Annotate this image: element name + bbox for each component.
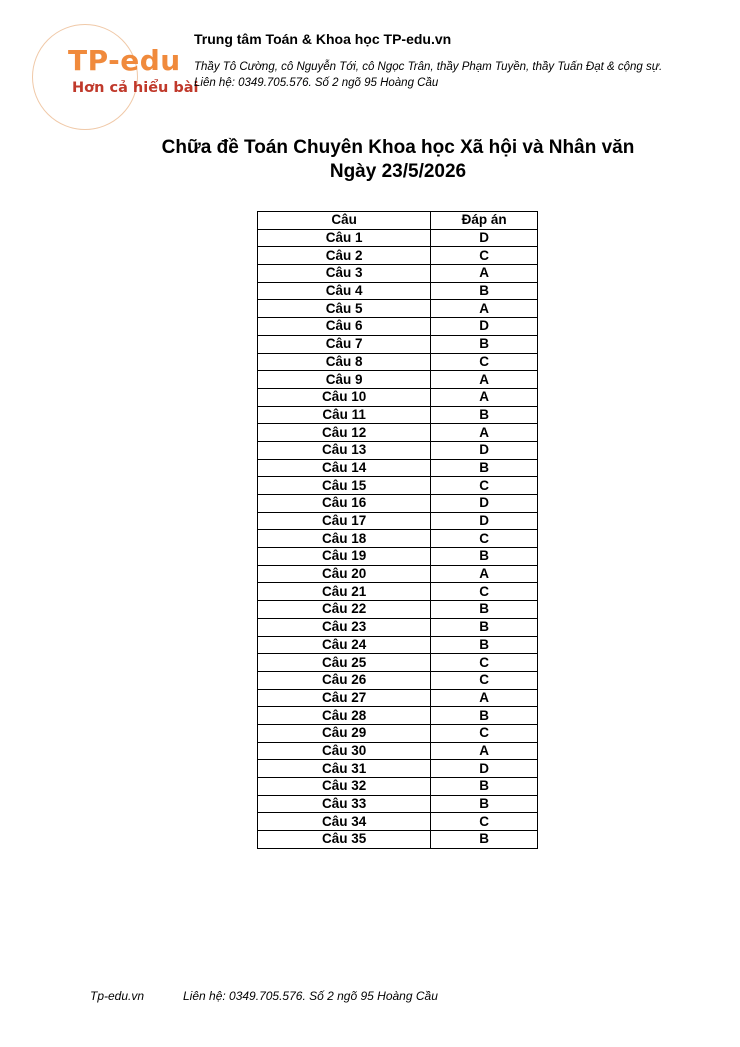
table-row	[258, 742, 538, 760]
answer-cell: B	[431, 707, 538, 725]
question-cell: Câu 30	[258, 742, 431, 760]
table-row	[258, 247, 538, 265]
question-cell: Câu 10	[258, 388, 431, 406]
document-title: Chữa đề Toán Chuyên Khoa học Xã hội và Nhân văn	[161, 137, 635, 158]
table-row	[258, 335, 538, 353]
question-cell: Câu 6	[258, 318, 431, 336]
table-row	[258, 671, 538, 689]
question-cell: Câu 17	[258, 512, 431, 530]
question-cell: Câu 5	[258, 300, 431, 318]
contact-line: Liên hệ: 0349.705.576. Số 2 ngõ 95 Hoàng Cầu	[194, 77, 439, 89]
table-row	[258, 477, 538, 495]
footer-site: Tp-edu.vn	[90, 989, 145, 1003]
answer-cell: B	[431, 601, 538, 619]
document-date: Ngày 23/5/2026	[329, 161, 467, 182]
question-cell: Câu 1	[258, 229, 431, 247]
table-row	[258, 530, 538, 548]
question-cell: Câu 19	[258, 548, 431, 566]
table-row	[258, 707, 538, 725]
question-cell: Câu 35	[258, 831, 431, 849]
question-cell: Câu 9	[258, 371, 431, 389]
logo-circle	[32, 24, 138, 130]
question-cell: Câu 25	[258, 654, 431, 672]
answer-cell: C	[431, 724, 538, 742]
question-cell: Câu 34	[258, 813, 431, 831]
table-row	[258, 441, 538, 459]
answer-cell: C	[431, 247, 538, 265]
question-cell: Câu 28	[258, 707, 431, 725]
table-row	[258, 601, 538, 619]
answer-cell: C	[431, 353, 538, 371]
answer-cell: D	[431, 760, 538, 778]
table-row	[258, 353, 538, 371]
teachers-line: Thầy Tô Cường, cô Nguyễn Tới, cô Ngọc Trân, thầy Phạm Tuyền, thầy Tuấn Đạt & cộng sự.	[194, 61, 663, 73]
answer-cell: B	[431, 406, 538, 424]
table-row	[258, 565, 538, 583]
question-cell: Câu 32	[258, 778, 431, 796]
question-cell: Câu 22	[258, 601, 431, 619]
answer-cell: A	[431, 371, 538, 389]
answer-cell: D	[431, 318, 538, 336]
logo-name: TP-edu	[68, 44, 181, 77]
answer-cell: A	[431, 388, 538, 406]
table-row	[258, 229, 538, 247]
table-row	[258, 760, 538, 778]
answer-cell: B	[431, 795, 538, 813]
answer-cell: B	[431, 831, 538, 849]
table-row	[258, 459, 538, 477]
table-row	[258, 618, 538, 636]
table-row	[258, 265, 538, 283]
question-cell: Câu 8	[258, 353, 431, 371]
question-cell: Câu 20	[258, 565, 431, 583]
question-cell: Câu 12	[258, 424, 431, 442]
table-row	[258, 795, 538, 813]
question-cell: Câu 3	[258, 265, 431, 283]
question-cell: Câu 27	[258, 689, 431, 707]
answer-table	[257, 211, 538, 849]
answer-cell: C	[431, 654, 538, 672]
table-row	[258, 495, 538, 513]
table-header-row	[258, 212, 538, 230]
answer-cell: B	[431, 548, 538, 566]
answer-cell: A	[431, 300, 538, 318]
table-row	[258, 300, 538, 318]
question-cell: Câu 23	[258, 618, 431, 636]
table-row	[258, 724, 538, 742]
answer-cell: D	[431, 229, 538, 247]
answer-table-body	[258, 229, 538, 848]
answer-cell: C	[431, 813, 538, 831]
table-row	[258, 778, 538, 796]
answer-cell: B	[431, 778, 538, 796]
answer-cell: A	[431, 742, 538, 760]
table-row	[258, 424, 538, 442]
answer-cell: D	[431, 495, 538, 513]
table-row	[258, 548, 538, 566]
org-name: Trung tâm Toán & Khoa học TP-edu.vn	[194, 31, 452, 47]
question-cell: Câu 15	[258, 477, 431, 495]
question-cell: Câu 2	[258, 247, 431, 265]
header-answer: Đáp án	[431, 212, 538, 230]
question-cell: Câu 26	[258, 671, 431, 689]
question-cell: Câu 29	[258, 724, 431, 742]
question-cell: Câu 4	[258, 282, 431, 300]
table-row	[258, 813, 538, 831]
answer-cell: D	[431, 441, 538, 459]
table-row	[258, 512, 538, 530]
answer-cell: A	[431, 265, 538, 283]
answer-cell: B	[431, 618, 538, 636]
footer-contact: Liên hệ: 0349.705.576. Số 2 ngõ 95 Hoàng Cầu	[183, 989, 438, 1003]
answer-cell: B	[431, 636, 538, 654]
question-cell: Câu 18	[258, 530, 431, 548]
table-row	[258, 371, 538, 389]
question-cell: Câu 16	[258, 495, 431, 513]
header-question: Câu	[258, 212, 431, 230]
question-cell: Câu 7	[258, 335, 431, 353]
question-cell: Câu 13	[258, 441, 431, 459]
answer-cell: D	[431, 512, 538, 530]
table-row	[258, 318, 538, 336]
question-cell: Câu 24	[258, 636, 431, 654]
question-cell: Câu 14	[258, 459, 431, 477]
table-row	[258, 583, 538, 601]
table-row	[258, 654, 538, 672]
table-row	[258, 388, 538, 406]
answer-cell: C	[431, 477, 538, 495]
answer-cell: A	[431, 424, 538, 442]
answer-cell: B	[431, 335, 538, 353]
answer-cell: B	[431, 282, 538, 300]
table-row	[258, 406, 538, 424]
question-cell: Câu 11	[258, 406, 431, 424]
answer-cell: A	[431, 565, 538, 583]
answer-cell: A	[431, 689, 538, 707]
question-cell: Câu 21	[258, 583, 431, 601]
question-cell: Câu 31	[258, 760, 431, 778]
table-row	[258, 689, 538, 707]
logo-slogan: Hơn cả hiểu bài	[72, 80, 199, 96]
answer-cell: C	[431, 583, 538, 601]
answer-cell: C	[431, 671, 538, 689]
table-row	[258, 831, 538, 849]
question-cell: Câu 33	[258, 795, 431, 813]
answer-cell: C	[431, 530, 538, 548]
answer-cell: B	[431, 459, 538, 477]
table-row	[258, 636, 538, 654]
table-row	[258, 282, 538, 300]
